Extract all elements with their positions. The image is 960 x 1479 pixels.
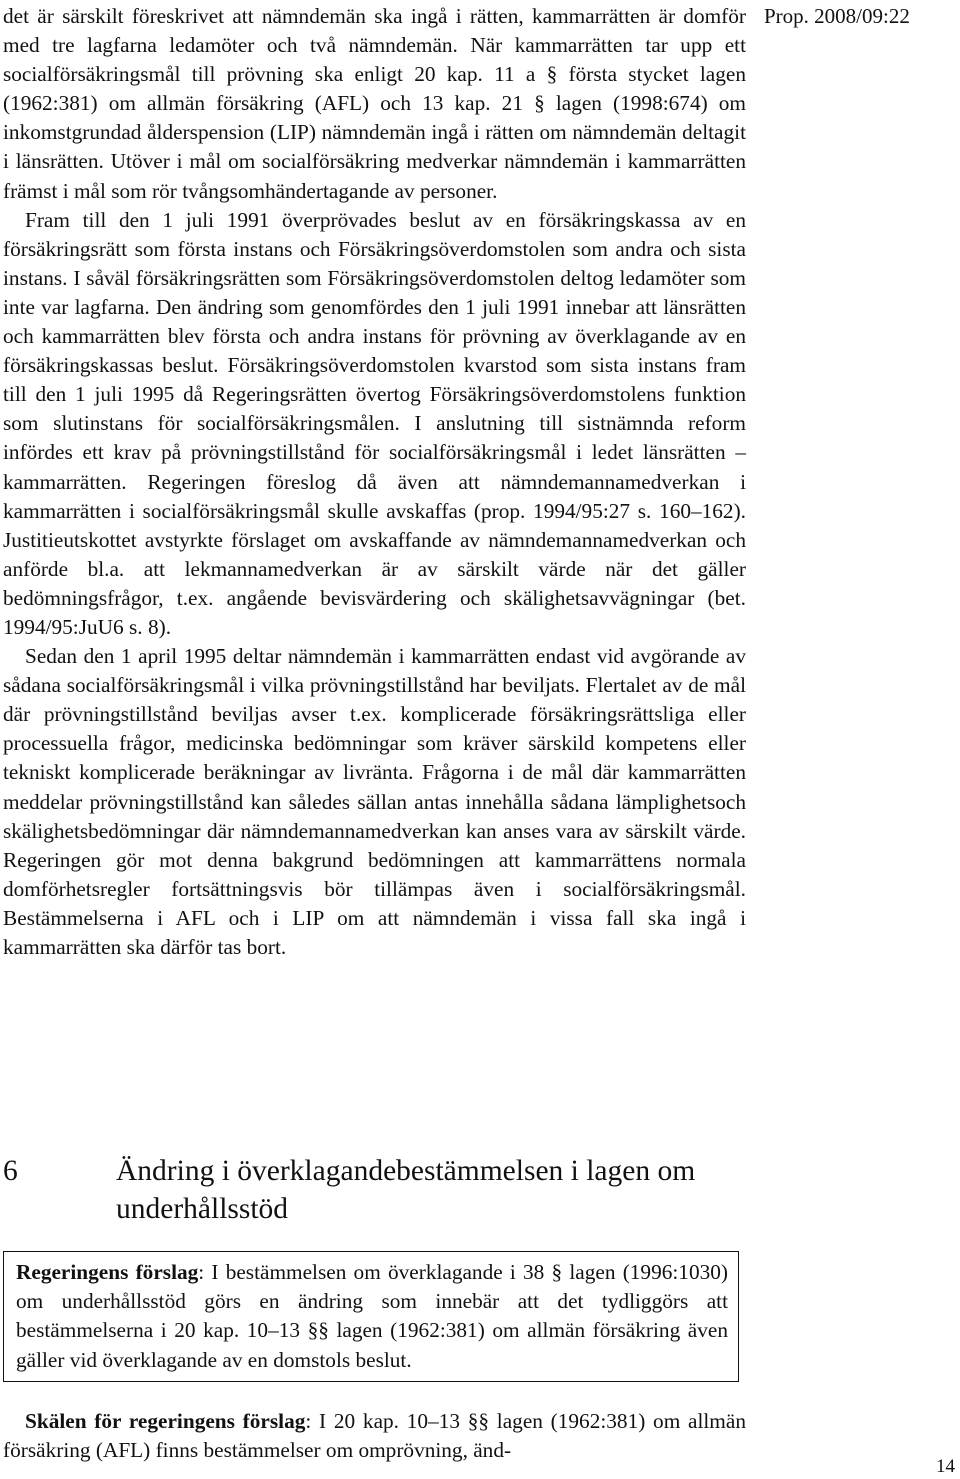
section-number: 6 (3, 1155, 18, 1187)
section-title: Ändring i överklagandebestämmelsen i lagen om underhållsstöd (116, 1155, 696, 1225)
paragraph-2: Fram till den 1 juli 1991 överprövades beslut av en försäkringskassa av en försäkringsrätt som första instans och Försäkringsöverdomstolen som andra och sista instans. I såväl försäkringsrätten som Försäkringsöverdomstolen deltog ledamöter som inte var lagfarna. Den ändring som genomfördes den 1 juli 1991 innebar att länsrätten och kammarrätten blev första och andra instans för prövning av överklagande av en försäkringskassas beslut. Försäkringsöverdomstolen kvarstod som sista instans fram till den 1 juli 1995 då Regeringsrätten övertog Försäkringsöverdomstolens funktion som slutinstans för socialförsäkringsmålen. I anslutning till sistnämnda reform infördes ett krav på prövningstillstånd för socialförsäkringsmål i ledet länsrätten – kammarrätten. Regeringen föreslog då även att nämndemannamedverkan i kammarrätten i socialförsäkringsmål skulle avskaffas (prop. 1994/95:27 s. 160–162). Justitieutskottet avstyrkte förslaget om avskaffande av nämndemannamedverkan och anförde bl.a. att lekmannamedverkan är av särskilt värde när det gäller bedömningsfrågor, t.ex. angående bevisvärdering och skälighetsavvägningar (bet. 1994/95:JuU6 s. 8). (3, 207, 746, 639)
proposal-separator: : (198, 1260, 212, 1284)
paragraph-1: det är särskilt föreskrivet att nämndemän ska ingå i rätten, kammarrätten är domför med tre lagfarna ledamöter och två nämndemän. När kammarrätten tar upp ett socialförsäkringsmål till prövning ska enligt 20 kap. 11 a § första stycket lagen (1962:381) om allmän försäkring (AFL) och 13 kap. 21 § lagen (1998:674) om inkomstgrundad ålderspension (LIP) nämndemän ingå i rätten om nämndemän deltagit i länsrätten. Utöver i mål om socialförsäkring medverkar nämndemän i kammarrätten främst i mål som rör tvångsomhändertagande av personer. (3, 4, 746, 203)
reasons-separator: : (305, 1409, 320, 1433)
reasons-label: Skälen för regeringens förslag (25, 1409, 306, 1433)
proposition-reference: Prop. 2008/09:22 (764, 4, 910, 28)
reasons-text (3, 1407, 746, 1465)
proposal-text (16, 1258, 728, 1375)
reasons-section (3, 1407, 746, 1465)
body-text (3, 2, 746, 962)
proposal-body: I bestämmelsen om överklagande i 38 § lagen (1996:1030) om underhållsstöd görs en ändring som innebär att det tydliggörs att bestämmelserna i 20 kap. 10–13 §§ lagen (1962:381) om allmän försäkring även gäller vid överklagande av en domstols beslut. (16, 1260, 728, 1372)
proposal-box (3, 1251, 739, 1382)
reasons-body: I 20 kap. 10–13 §§ lagen (1962:381) om allmän försäkring (AFL) finns bestämmelser om omprövning, änd- (3, 1409, 746, 1463)
proposal-label: Regeringens förslag (16, 1260, 199, 1284)
paragraph-3: Sedan den 1 april 1995 deltar nämndemän i kammarrätten endast vid avgörande av sådana socialförsäkringsmål i vilka prövningstillstånd har beviljats. Flertalet av de mål där prövningstillstånd beviljas avser t.ex. komplicerade försäkringsrättsliga eller processuella frågor, medicinska bedömningar som kräver särskild kompetens eller tekniskt komplicerade beräkningar av livränta. Frågorna i de mål där kammarrätten meddelar prövningstillstånd kan således sällan antas innehålla sådana lämplighetsoch skälighetsbedömningar där nämndemannamedverkan kan anses vara av särskilt värde. Regeringen gör mot denna bakgrund bedömningen att kammarrättens normala domförhetsregler fortsättningsvis bör tillämpas även i socialförsäkringsmål. Bestämmelserna i AFL och i LIP om att nämndemän i vissa fall ska ingå i kammarrätten ska därför tas bort. (3, 644, 746, 959)
page-number: 14 (936, 1456, 955, 1477)
